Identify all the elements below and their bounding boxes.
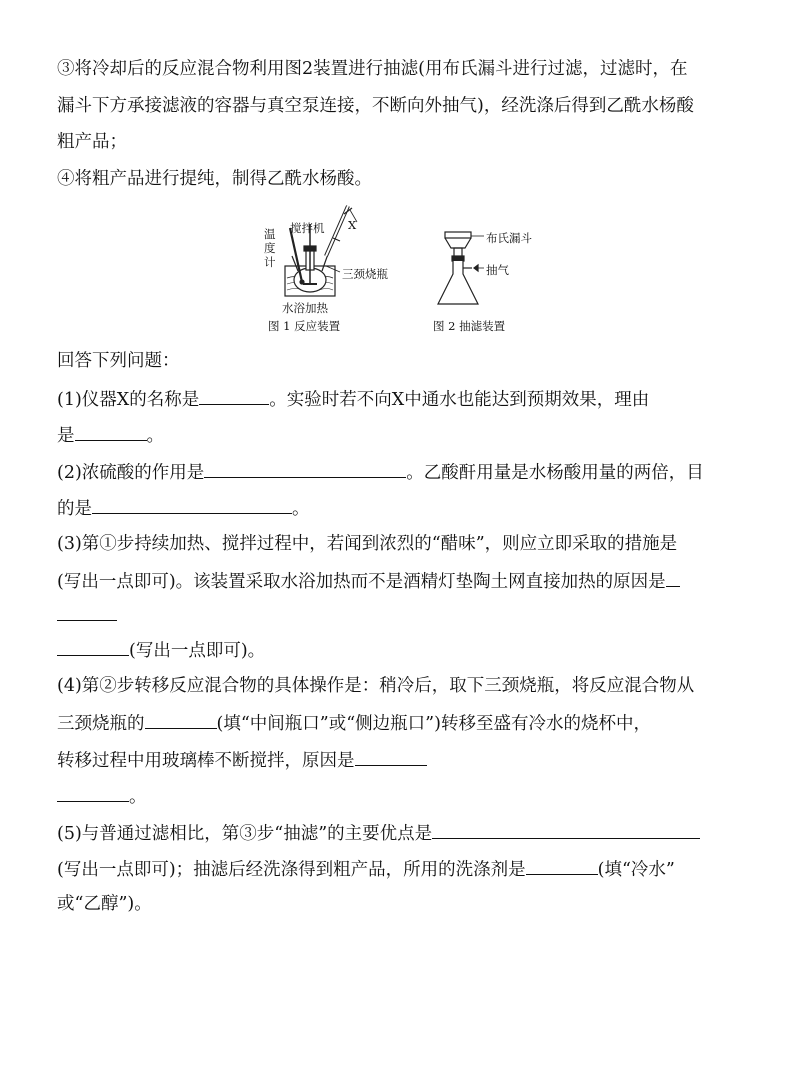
apparatus-figure bbox=[240, 196, 570, 342]
q3-text-c: (写出一点即可)。 bbox=[129, 641, 266, 661]
q4-text-b: 三颈烧瓶的 bbox=[57, 714, 145, 734]
q1-text-c: 是 bbox=[57, 426, 75, 446]
label-x: X bbox=[348, 218, 357, 232]
q4-text-d: 转移过程中用玻璃棒不断搅拌，原因是 bbox=[57, 751, 355, 771]
q3-text-b: (写出一点即可)。该装置采取水浴加热而不是酒精灯垫陶土网直接加热的原因是 bbox=[57, 572, 666, 592]
q2-blank-1[interactable] bbox=[204, 460, 406, 478]
q4-line2 bbox=[57, 711, 651, 735]
q2-text-d: 。 bbox=[292, 499, 310, 519]
q2-text-b: 。乙酸酐用量是水杨酸用量的两倍，目 bbox=[406, 463, 704, 483]
label-stirrer: 搅拌机 bbox=[290, 221, 325, 235]
fig1-caption: 图 1 反应装置 bbox=[268, 319, 341, 333]
q5-text-b: (写出一点即可)；抽滤后经洗涤得到粗产品，所用的洗涤剂是 bbox=[57, 860, 526, 880]
q4-text-e: 。 bbox=[129, 787, 147, 807]
step3-line3: 粗产品； bbox=[57, 132, 127, 152]
label-funnel: 布氏漏斗 bbox=[486, 231, 532, 245]
step4-line1: ④将粗产品进行提纯，制得乙酰水杨酸。 bbox=[57, 169, 372, 189]
q1-text-b: 。实验时若不向X中通水也能达到预期效果，理由 bbox=[269, 390, 650, 410]
q4-blank-2b[interactable] bbox=[57, 784, 129, 802]
label-bath: 水浴加热 bbox=[282, 301, 328, 315]
step3-line2: 漏斗下方承接滤液的容器与真空泵连接，不断向外抽气)，经洗涤后得到乙酰水杨酸 bbox=[57, 96, 694, 116]
q5-line1 bbox=[57, 821, 700, 845]
q3-line2 bbox=[57, 569, 680, 593]
step3-line1: ③将冷却后的反应混合物利用图2装置进行抽滤(用布氏漏斗进行过滤，过滤时，在 bbox=[57, 59, 688, 79]
q1-blank-1[interactable] bbox=[199, 387, 269, 405]
q1-line1 bbox=[57, 387, 649, 411]
q3-line4 bbox=[57, 638, 265, 662]
q4-line4 bbox=[57, 784, 147, 808]
q5-line2 bbox=[57, 857, 675, 881]
q3-blank-2a[interactable] bbox=[666, 569, 680, 587]
q4-line3 bbox=[57, 748, 427, 772]
label-thermometer-1: 温 bbox=[264, 227, 276, 241]
q2-text-c: 的是 bbox=[57, 499, 92, 519]
q5-text-a: (5)与普通过滤相比，第③步“抽滤”的主要优点是 bbox=[57, 824, 433, 844]
q2-line2 bbox=[57, 496, 310, 520]
q1-blank-2[interactable] bbox=[75, 423, 147, 441]
q3-blank-2b[interactable] bbox=[57, 603, 117, 621]
q2-line1 bbox=[57, 460, 704, 484]
q4-blank-1[interactable] bbox=[145, 711, 217, 729]
q5-blank-2[interactable] bbox=[526, 857, 598, 875]
suction-apparatus-drawing bbox=[438, 232, 484, 304]
q2-blank-2[interactable] bbox=[92, 496, 292, 514]
questions-intro: 回答下列问题： bbox=[57, 351, 180, 371]
fig2-caption: 图 2 抽滤装置 bbox=[433, 319, 506, 333]
label-suction: 抽气 bbox=[486, 263, 509, 277]
q5-blank-1[interactable] bbox=[432, 821, 700, 839]
q3-line1: (3)第①步持续加热、搅拌过程中，若闻到浓烈的“醋味”，则应立即采取的措施是 bbox=[57, 534, 678, 554]
q5-line3: 或“乙醇”)。 bbox=[57, 894, 152, 914]
q1-text-d: 。 bbox=[146, 426, 164, 446]
q3-blank-2c[interactable] bbox=[57, 638, 129, 656]
q2-text-a: (2)浓硫酸的作用是 bbox=[57, 463, 205, 483]
q4-line1: (4)第②步转移反应混合物的具体操作是：稍冷后，取下三颈烧瓶，将反应混合物从 bbox=[57, 676, 695, 696]
q4-blank-2a[interactable] bbox=[355, 748, 427, 766]
q1-text-a: (1)仪器X的名称是 bbox=[57, 390, 200, 410]
q3-line3 bbox=[57, 603, 117, 627]
label-thermometer-3: 计 bbox=[264, 255, 276, 269]
q1-line2 bbox=[57, 423, 164, 447]
label-thermometer-2: 度 bbox=[264, 241, 276, 255]
q5-text-c: (填“冷水” bbox=[597, 860, 675, 880]
q4-text-c: (填“中间瓶口”或“侧边瓶口”)转移至盛有冷水的烧杯中， bbox=[216, 714, 651, 734]
label-flask: 三颈烧瓶 bbox=[342, 267, 388, 281]
buchner-funnel-top bbox=[445, 232, 471, 238]
